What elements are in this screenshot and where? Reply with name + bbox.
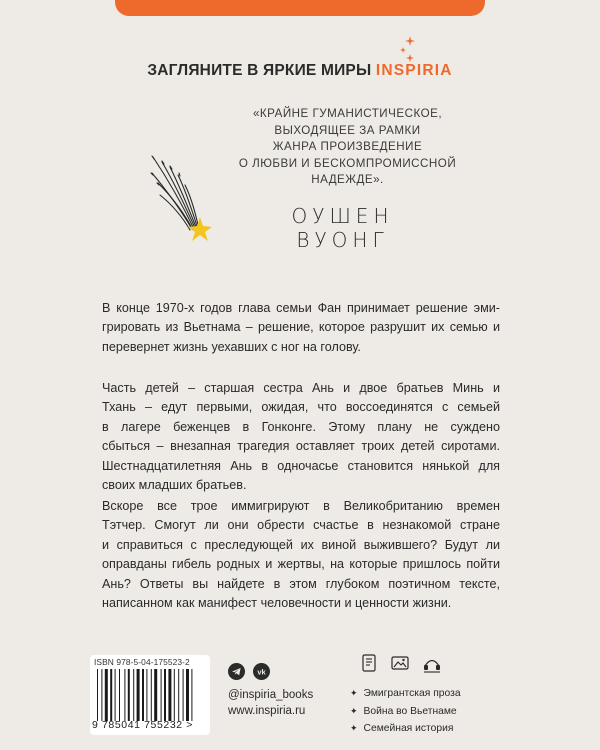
barcode-bar bbox=[183, 669, 184, 721]
star-icon: ✦ bbox=[350, 723, 358, 734]
quote-line: НАДЕЖДЕ». bbox=[311, 173, 384, 187]
brand-name: INSPIRIA bbox=[375, 62, 453, 79]
star-icon: ✦ bbox=[350, 688, 358, 698]
text-line: оправданы гибель родных и жертвы, на которые пришлось пойти bbox=[102, 557, 500, 572]
svg-text:vk: vk bbox=[257, 667, 267, 677]
text-line: Вскоре все трое иммигрируют в Великобританию времен bbox=[102, 499, 500, 513]
text-line: сбыться – внезапная трагедия оставляет троих детей сиротами. bbox=[102, 439, 500, 454]
genre-tags bbox=[350, 685, 461, 738]
isbn-barcode bbox=[90, 655, 210, 735]
barcode-bar bbox=[164, 669, 166, 721]
barcode-bar bbox=[105, 669, 108, 721]
barcode-bar bbox=[101, 669, 102, 721]
text-line: перевернет жизнь уехавших с ног на голову. bbox=[102, 339, 361, 354]
description-paragraph-1 bbox=[102, 299, 500, 357]
barcode-bar bbox=[168, 669, 171, 721]
text-line: написанном как манифест человечности и ценности жизни. bbox=[102, 596, 452, 611]
quote-author: ОУШЕН ВУОНГ bbox=[291, 204, 394, 252]
barcode-bar bbox=[174, 669, 175, 721]
barcode-bar bbox=[128, 669, 130, 721]
publisher-slogan bbox=[0, 62, 600, 80]
text-line: Тэтчер. Смогут ли они обрести счастье в незнакомой стране bbox=[102, 518, 500, 533]
sparkles-icon bbox=[398, 34, 416, 64]
barcode-bar bbox=[161, 669, 162, 721]
genre-tag-label: Семейная история bbox=[363, 723, 454, 735]
barcode-bars bbox=[96, 669, 206, 721]
barcode-bar bbox=[186, 669, 189, 721]
quote-line: ВЫХОДЯЩЕЕ ЗА РАМКИ bbox=[274, 123, 421, 137]
social-handle[interactable]: @inspiria_books bbox=[228, 689, 314, 701]
barcode-bar bbox=[146, 669, 147, 721]
text-line: Ань? Ответы вы найдете в этом глубоком поэтичном тексте, bbox=[102, 576, 500, 591]
text-line: Тхань – едут первыми, ожидая, что воссоединятся с семьей bbox=[102, 400, 500, 415]
text-line: своих младших братьев. bbox=[102, 478, 247, 493]
quote-line: ЖАНРА ПРОИЗВЕДЕНИЕ bbox=[272, 140, 423, 154]
genre-tag bbox=[350, 720, 461, 738]
genre-tag-label: Эмигрантская проза bbox=[363, 688, 461, 699]
text-line: Шестнадцатилетняя Ань в одночасье становится нянькой для bbox=[102, 458, 500, 473]
barcode-bar bbox=[97, 669, 98, 721]
ebook-icon bbox=[389, 652, 411, 674]
social-links bbox=[228, 663, 274, 681]
text-line: Часть детей – старшая сестра Ань и двое братьев Минь и bbox=[102, 381, 500, 395]
description-paragraph-3 bbox=[102, 497, 500, 613]
vk-icon[interactable] bbox=[253, 663, 270, 680]
slogan-text: ЗАГЛЯНИТЕ В ЯРКИЕ МИРЫ bbox=[147, 62, 372, 79]
genre-tag bbox=[350, 703, 461, 721]
description-paragraph-2 bbox=[102, 379, 500, 495]
text-line: в лагере беженцев в Гонконге. Этому плану не суждено bbox=[102, 419, 500, 434]
barcode-bar bbox=[178, 669, 179, 721]
barcode-bar bbox=[115, 669, 116, 721]
star-icon: ✦ bbox=[350, 705, 358, 716]
text-line: В конце 1970-х годов глава семьи Фан принимает решение эми- bbox=[102, 301, 500, 315]
barcode-bar bbox=[119, 669, 120, 721]
print-book-icon bbox=[358, 652, 380, 674]
text-line: грировать из Вьетнама – решение, которое разрушит их семью и bbox=[102, 320, 500, 335]
audiobook-icon bbox=[421, 652, 443, 674]
barcode-bar bbox=[142, 669, 144, 721]
review-quote bbox=[235, 106, 460, 189]
barcode-bar bbox=[110, 669, 112, 721]
website-link[interactable]: www.inspiria.ru bbox=[228, 705, 306, 717]
quote-line: «КРАЙНЕ ГУМАНИСТИЧЕСКОЕ, bbox=[252, 107, 443, 120]
shooting-star-icon bbox=[150, 145, 230, 250]
format-icons bbox=[358, 652, 448, 676]
telegram-icon[interactable] bbox=[228, 663, 245, 680]
isbn-label: ISBN 978-5-04-175523-2 bbox=[94, 657, 190, 667]
barcode-bar bbox=[133, 669, 134, 721]
quote-line: О ЛЮБВИ И БЕСКОМПРОМИССНОЙ bbox=[238, 156, 457, 170]
orange-top-tab bbox=[115, 0, 485, 16]
barcode-bar bbox=[154, 669, 157, 721]
barcode-bar bbox=[151, 669, 152, 721]
genre-tag-label: Война во Вьетнаме bbox=[363, 705, 457, 717]
text-line: и справиться с преследующей их виной выжившего? Будут ли bbox=[102, 537, 500, 552]
genre-tag bbox=[350, 685, 461, 703]
barcode-digits: 9 785041 755232 > bbox=[92, 719, 193, 731]
barcode-bar bbox=[137, 669, 140, 721]
barcode-bar bbox=[124, 669, 125, 721]
barcode-bar bbox=[191, 669, 192, 721]
